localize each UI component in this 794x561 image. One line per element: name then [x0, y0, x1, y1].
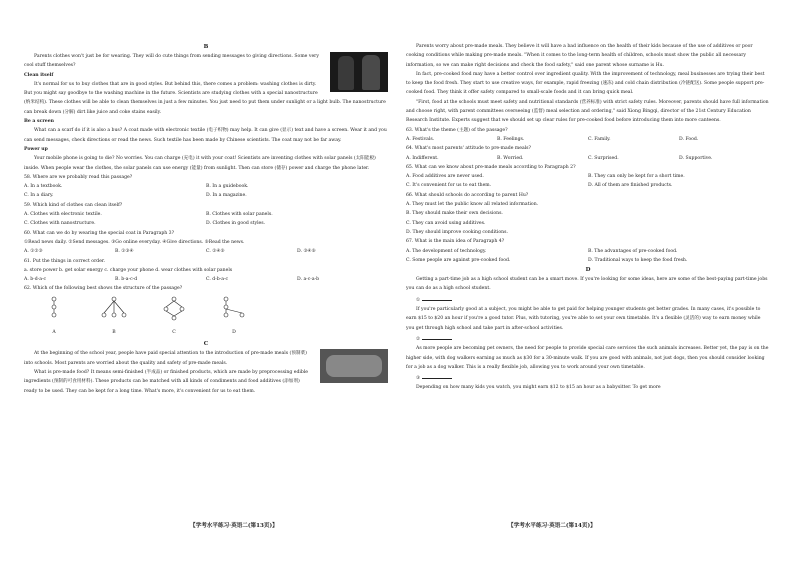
option[interactable]: C. It's convenient for us to eat them.: [406, 183, 492, 189]
question-58: 58. Where are we probably read this passage?: [24, 174, 133, 180]
option[interactable]: C. d-b-a-c: [206, 277, 229, 283]
paragraph-clean: It's normal for us to buy clothes that are in good styles. But behind this, there comes a problem: washing clothes is dirty. But you might say goodbye to the washing machine in the future. Scientists are studying clothes with a special nanostructure (纳米结构). These clothes will be able to clean themselves in just a few minutes. You just need to put them under sunlight or a light bulb. The nanostructure can break down (分解) dirt like juice and coke stains easily.: [24, 81, 386, 115]
option[interactable]: A. Indifferent.: [406, 155, 439, 161]
left-page: [24, 42, 388, 520]
structure-option-c[interactable]: [154, 296, 194, 338]
paragraph-c3: Parents worry about pre-made meals. They believe it will have a bad influence on the health of their kids because of the use of additives or poor cooking conditions while making pre-made meals. "When it comes to the long-term health of children, schools must show the public all necessary information, so we can make right decisions and check the food safety," said one parent whose surname is Hu.: [406, 44, 753, 68]
question-61-options: [24, 275, 388, 284]
option[interactable]: D. Food.: [679, 136, 699, 142]
option[interactable]: A. Festivals.: [406, 136, 435, 142]
option[interactable]: B. ①③④: [115, 249, 134, 255]
paragraph-d3: As more people are becoming pet owners, the need for people to provide special care services the such animals increases. Better yet, the pay is on the higher side, with dog walkers earning as much as $30 for a 30-minute walk. If you are good with animals, not just dogs, then you should consider looking for a job as a dog walker. This is a really flexible job, allowing you to work around your own timetable.: [406, 346, 769, 370]
option[interactable]: C. Family.: [588, 136, 611, 142]
paragraph-c4: In fact, pre-cooked food may have a better control over ingredient quality. With the improvement of technology, meal businesses are trying their best to keep the food fresh. They start to use creative ways, for example, rapid freezing (速冻) and cold chain distribution (冷链配送). Some people support pre-cooked food. They think it offer safety compared to small-scale foods and it can bring quick meal.: [406, 71, 765, 96]
question-58-options: [24, 182, 388, 201]
option[interactable]: B. They should make their own decisions.: [406, 211, 503, 217]
paragraph-c5: "First, food at the schools must meet safety and nutritional standards (营养标准) with strict safety rules. Moreover, parents should have full information and choose right, with parent committees overseeing (监督) meal selection and ordering," said Xiong Bingqi, director of the 21st Century Education Research Institute. Experts suggest that we should set up clear rules for pre-cooked food before introducing them into more canteens.: [406, 99, 769, 124]
blank-1-marker: ①: [416, 297, 421, 303]
option[interactable]: B. They can only be kept for a short time.: [588, 174, 685, 180]
heading-clean-itself: Clean itself: [24, 72, 54, 78]
option[interactable]: D. a-c-a-b: [297, 277, 320, 283]
students-photo: [330, 52, 388, 92]
option[interactable]: A. b-d-a-c: [24, 277, 47, 283]
option[interactable]: D. ③④⑤: [297, 249, 316, 255]
option[interactable]: B. Clothes with solar panels.: [206, 212, 273, 218]
heading-be-a-screen: Be a screen: [24, 119, 54, 125]
option[interactable]: C. Clothes with nanostructure.: [24, 221, 96, 227]
question-64: 64. What's most parents' attitude to pre-made meals?: [406, 146, 531, 152]
option[interactable]: D. Supportive.: [679, 155, 713, 161]
structure-label: B: [112, 330, 116, 336]
option[interactable]: D. All of them are finished products.: [588, 183, 673, 189]
question-65-options: [406, 172, 770, 191]
option[interactable]: A. Food additives are never used.: [406, 174, 484, 180]
question-66-options: [406, 200, 770, 237]
question-65: 65. What can we know about pre-made meals according to Paragraph 2?: [406, 164, 576, 170]
option[interactable]: D. Traditional ways to keep the food fresh.: [588, 257, 688, 263]
question-63: 63. What's the theme (主题) of the passage?: [406, 127, 508, 133]
question-61-items: a. store power b. get solar energy c. charge your phone d. wear clothes with solar panels: [24, 267, 233, 273]
option[interactable]: C. In a diary.: [24, 193, 54, 199]
structure-diagrams: [24, 296, 264, 338]
question-66: 66. What should schools do according to parent Hu?: [406, 192, 529, 198]
option[interactable]: A. ①②③: [24, 249, 43, 255]
section-d-heading: D: [585, 267, 591, 274]
option[interactable]: C. Some people are against pre-cooked food.: [406, 257, 511, 263]
blank-3-marker: ③: [416, 376, 421, 382]
option[interactable]: B. Worried.: [497, 155, 524, 161]
section-c-heading: C: [203, 341, 209, 348]
option[interactable]: C. They can avoid using additives.: [406, 220, 486, 226]
option[interactable]: D. Clothes in good styles.: [206, 221, 266, 227]
answer-blank-2[interactable]: [422, 333, 452, 340]
paragraph-power: Your mobile phone is going to die? No worries. You can charge (充电) it with your coat! Scientists are inventing clothes with solar panels (太阳能板) inside. When people wear the clothes, the solar panels can use energy (能量) from sunlight. Then can store (储存) power and charge the phone later.: [24, 156, 376, 171]
question-60-items: ①Read news daily. ②Send messages. ③Go online everyday. ④Give directions. ⑤Read the news.: [24, 239, 245, 245]
blank-3-line: [406, 372, 770, 383]
structure-diagram-d: [214, 296, 254, 324]
footer-page-14: 【学考水平练习·英语二(第14页)】: [508, 523, 596, 529]
paragraph-d1: Getting a part-time job as a high school student can be a smart move. If you're looking for some ideas, here are some of the best-paying part-time jobs you can do as a high school student.: [406, 277, 768, 292]
question-59-options: [24, 210, 388, 229]
question-60-options: [24, 247, 388, 256]
blank-1-line: [406, 294, 770, 305]
option[interactable]: B. The advantages of pre-cooked food.: [588, 248, 678, 254]
right-page: [406, 42, 770, 520]
question-67: 67. What is the main idea of Paragraph 4?: [406, 239, 505, 245]
option[interactable]: A. Clothes with electronic textile.: [24, 212, 102, 218]
option[interactable]: C. Surprised.: [588, 155, 619, 161]
heading-power-up: Power up: [24, 146, 48, 152]
passage-b-intro: Parents clothes won't just be for wearing. They will do cute things from sending messages to giving directions. Some very cool stuff themselves?: [24, 54, 319, 69]
option[interactable]: D. In a magazine.: [206, 193, 247, 199]
structure-option-a[interactable]: [34, 296, 74, 338]
paragraph-screen: What can a scarf do if it is also a bus? A coat made with electronic textile (电子织物) may help. It can give (显示) text and have a screen. Wear it and you can send messages, check directions or read the news. Such textile has been made by Chinese scientists. The coat may not be far away.: [24, 128, 387, 143]
question-60: 60. What can we do by wearing the special coat in Paragraph 3?: [24, 230, 175, 236]
paragraph-c1: At the beginning of the school year, people have paid special attention to the introduction of pre-made meals (预制菜) into schools. Most parents are worried about the quality and safety of pre-made meals.: [24, 351, 307, 366]
paragraph-c2: What is pre-made food? It means semi-finished (半成品) or finished products, which are made by preprocessing edible ingredients (预制的可食用材料). These products can be matched with all kinds of condiments and food additives (添加剂) ready to be used. They can be kept for a long time. What's more, it's convenient for us to eat them.: [24, 369, 309, 394]
option[interactable]: B. Feelings.: [497, 136, 525, 142]
answer-blank-1[interactable]: [422, 294, 452, 301]
paragraph-d2: If you're particularly good at a subject, you might be able to get paid for helping younger students get better grades. In many cases, it's possible to earn $15 to $20 an hour if you're a good tutor. Plus, with tutoring, you're able to set your own timetable. It's a flexible (灵活的) way to earn money while you get through high school and take part in after-school activities.: [406, 307, 761, 331]
option[interactable]: A. The development of technology.: [406, 248, 487, 254]
option[interactable]: A. They must let the public know all related information.: [406, 202, 539, 208]
structure-option-d[interactable]: [214, 296, 254, 338]
structure-label: D: [232, 330, 236, 336]
question-64-options: [406, 154, 770, 163]
blank-2-marker: ②: [416, 336, 421, 342]
question-63-options: [406, 135, 770, 144]
option[interactable]: B. In a guidebook.: [206, 184, 249, 190]
option[interactable]: A. In a textbook.: [24, 184, 63, 190]
option[interactable]: C. ②④⑤: [206, 249, 225, 255]
answer-blank-3[interactable]: [422, 372, 452, 379]
paragraph-d4: Depending on how many kids you watch, you might earn $12 to $15 an hour as a babysitter. To get more: [416, 385, 661, 391]
structure-label: A: [52, 330, 56, 336]
structure-label: C: [172, 330, 176, 336]
question-62: 62. Which of the following best shows the structure of the passage?: [24, 286, 183, 292]
question-67-options: [406, 247, 770, 266]
section-b-heading: B: [203, 44, 209, 50]
structure-diagram-c: [154, 296, 194, 324]
footer-page-13: 【学考水平练习·英语二(第13页)】: [190, 523, 278, 529]
structure-diagram-b: [94, 296, 134, 324]
structure-diagram-a: [34, 296, 74, 324]
option[interactable]: D. They should improve cooking conditions.: [406, 229, 508, 235]
option[interactable]: B. b-a-c-d: [115, 277, 138, 283]
meal-photo: [320, 349, 388, 383]
structure-option-b[interactable]: [94, 296, 134, 338]
blank-2-line: [406, 333, 770, 344]
question-59: 59. Which kind of clothes can clean itself?: [24, 202, 123, 208]
question-61: 61. Put the things in correct order.: [24, 258, 106, 264]
